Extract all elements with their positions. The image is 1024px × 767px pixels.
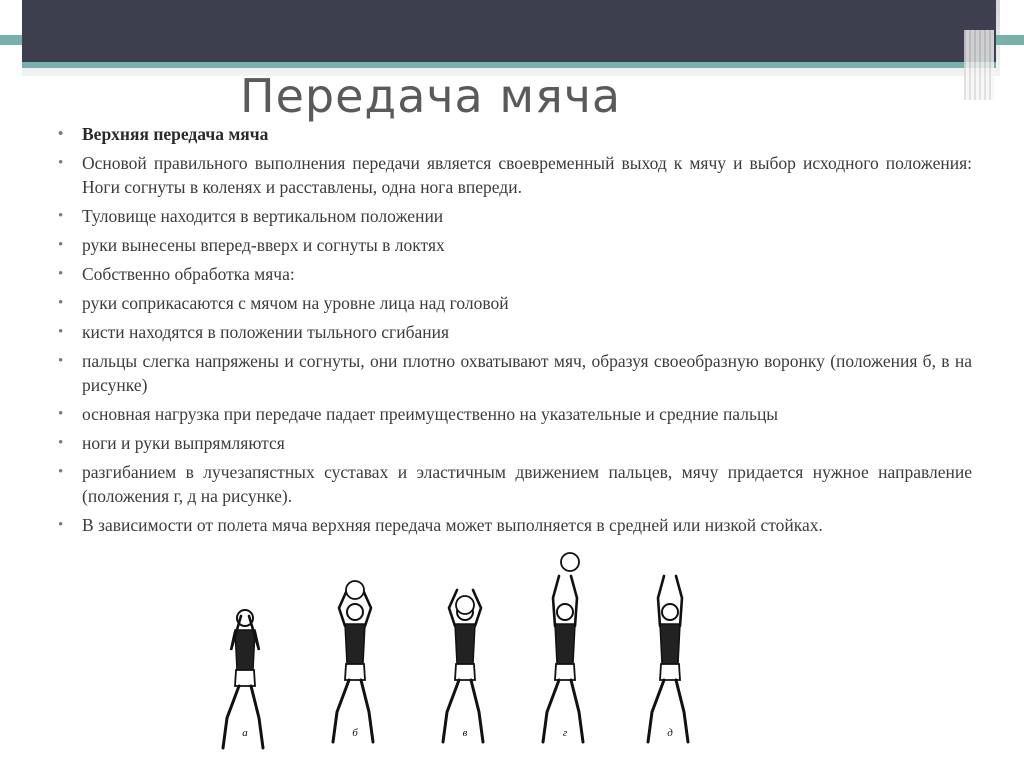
accent-line-left	[0, 35, 22, 45]
figure-torso	[555, 624, 575, 664]
list-item-text: Туловище находится в вертикальном положении	[82, 206, 444, 226]
list-item	[56, 320, 972, 344]
list-item-text: руки соприкасаются с мячом на уровне лица над головой	[82, 293, 509, 313]
bullet-icon: •	[58, 208, 64, 224]
list-item	[56, 431, 972, 455]
bullet-icon: •	[58, 517, 64, 533]
decorative-stripes	[964, 30, 994, 100]
list-item-text: руки вынесены вперед-вверх и согнуты в локтях	[82, 235, 445, 255]
figure-torso	[660, 624, 680, 664]
figure-torso	[235, 630, 255, 670]
ball-icon	[561, 553, 579, 571]
figure-torso	[455, 624, 475, 664]
list-item	[56, 151, 972, 199]
figure-label: в	[462, 727, 468, 739]
bullet-icon: •	[58, 266, 64, 282]
bullet-list	[56, 122, 972, 542]
volleyball-pass-illustration	[200, 550, 720, 750]
bullet-icon: •	[58, 353, 64, 369]
list-item	[56, 513, 972, 537]
figure-label: г	[562, 727, 568, 739]
list-item-text: ноги и руки выпрямляются	[82, 433, 285, 453]
figure-torso	[345, 624, 365, 664]
bullet-icon: •	[58, 324, 64, 340]
header-bar	[22, 0, 996, 62]
figure-label: д	[667, 727, 673, 739]
list-item-text: разгибанием в лучезапястных суставах и эластичным движением пальцев, мячу придается нужное направление (положения г, д на рисунке).	[82, 462, 972, 506]
list-item	[56, 233, 972, 257]
list-item	[56, 291, 972, 315]
list-item	[56, 204, 972, 228]
bullet-icon: •	[58, 237, 64, 253]
figure-head	[662, 604, 678, 620]
list-item-text: Собственно обработка мяча:	[82, 264, 295, 284]
list-item	[56, 122, 972, 146]
figure-arms	[553, 576, 577, 626]
ball-icon	[346, 581, 364, 599]
ball-icon	[456, 596, 474, 614]
figure-head	[557, 604, 573, 620]
list-item	[56, 262, 972, 286]
page-title: Передача мяча	[240, 69, 622, 123]
list-item	[56, 349, 972, 397]
list-item-text: кисти находятся в положении тыльного сгибания	[82, 322, 450, 342]
bullet-icon: •	[58, 464, 64, 480]
figure-shorts	[455, 664, 475, 680]
figure-shorts	[555, 664, 575, 680]
list-item-text: основная нагрузка при передаче падает преимущественно на указательные и средние пальцы	[82, 404, 779, 424]
figure-head	[347, 604, 363, 620]
list-item	[56, 402, 972, 426]
bullet-icon: •	[58, 155, 64, 171]
figure-sequence	[200, 550, 720, 750]
figure-shorts	[345, 664, 365, 680]
figure-label: а	[242, 727, 248, 739]
bullet-icon: •	[58, 435, 64, 451]
list-item-text: Основой правильного выполнения передачи является своевременный выход к мячу и выбор исходного положения: Ноги согнуты в коленях и расставлены, одна нога впереди.	[82, 153, 972, 197]
figure-shorts	[235, 670, 255, 686]
bullet-icon: •	[58, 295, 64, 311]
list-item-text: пальцы слегка напряжены и согнуты, они плотно охватывают мяч, образуя своеобразную воронку (положения б, в на рисунке)	[82, 351, 972, 395]
bullet-icon: •	[58, 126, 64, 142]
accent-line-right	[996, 35, 1024, 45]
list-item-text: В зависимости от полета мяча верхняя передача может выполняется в средней или низкой стойках.	[82, 515, 823, 535]
list-item	[56, 460, 972, 508]
figure-arms	[658, 576, 682, 626]
figure-label: б	[352, 727, 358, 739]
bullet-icon: •	[58, 406, 64, 422]
list-item-text: Верхняя передача мяча	[82, 124, 269, 144]
figure-shorts	[660, 664, 680, 680]
